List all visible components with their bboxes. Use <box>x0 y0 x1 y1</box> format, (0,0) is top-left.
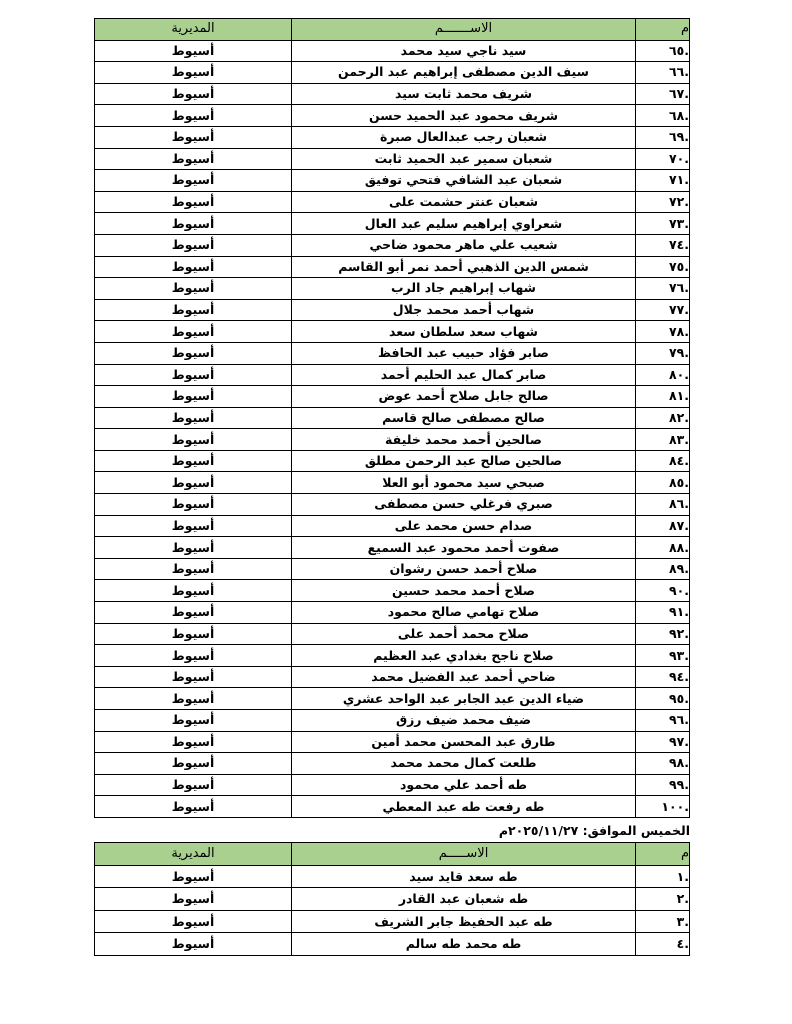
row-directorate: أسيوط <box>95 515 292 537</box>
table-row <box>95 865 690 888</box>
row-directorate: أسيوط <box>95 865 292 888</box>
table-row <box>95 774 690 796</box>
row-name: شهاب إبراهيم جاد الرب <box>292 278 636 300</box>
row-directorate: أسيوط <box>95 910 292 933</box>
row-directorate: أسيوط <box>95 688 292 710</box>
row-directorate: أسيوط <box>95 256 292 278</box>
row-directorate: أسيوط <box>95 710 292 732</box>
table-row <box>95 645 690 667</box>
table-row <box>95 710 690 732</box>
row-number: .٩٦ <box>636 710 690 732</box>
row-name: شريف محمد ثابت سيد <box>292 83 636 105</box>
row-name: صلاح محمد أحمد على <box>292 623 636 645</box>
row-number: .٦٥ <box>636 40 690 62</box>
row-directorate: أسيوط <box>95 234 292 256</box>
row-number: .٩٠ <box>636 580 690 602</box>
table-row <box>95 580 690 602</box>
table-row <box>95 666 690 688</box>
row-directorate: أسيوط <box>95 558 292 580</box>
row-directorate: أسيوط <box>95 62 292 84</box>
row-number: .٦٨ <box>636 105 690 127</box>
table-row <box>95 105 690 127</box>
row-directorate: أسيوط <box>95 580 292 602</box>
row-number: .٧٤ <box>636 234 690 256</box>
table-row <box>95 148 690 170</box>
row-directorate: أسيوط <box>95 105 292 127</box>
row-directorate: أسيوط <box>95 83 292 105</box>
row-directorate: أسيوط <box>95 645 292 667</box>
table-row <box>95 753 690 775</box>
row-directorate: أسيوط <box>95 40 292 62</box>
row-name: صلاح أحمد محمد حسين <box>292 580 636 602</box>
table-row <box>95 256 690 278</box>
row-directorate: أسيوط <box>95 666 292 688</box>
row-name: صلاح تهامي صالح محمود <box>292 602 636 624</box>
header-name: الاســـــم <box>292 843 636 866</box>
row-name: صالحين أحمد محمد خليفة <box>292 429 636 451</box>
row-directorate: أسيوط <box>95 494 292 516</box>
table-row <box>95 888 690 911</box>
row-name: سيد ناجي سيد محمد <box>292 40 636 62</box>
row-number: .٧٨ <box>636 321 690 343</box>
row-number: .٨٨ <box>636 537 690 559</box>
row-directorate: أسيوط <box>95 472 292 494</box>
row-number: .٩٥ <box>636 688 690 710</box>
table-row <box>95 321 690 343</box>
row-number: .٧٦ <box>636 278 690 300</box>
table-row <box>95 910 690 933</box>
row-directorate: أسيوط <box>95 731 292 753</box>
table-row <box>95 731 690 753</box>
row-name: طلعت كمال محمد محمد <box>292 753 636 775</box>
row-number: .٦٩ <box>636 126 690 148</box>
table-row <box>95 234 690 256</box>
row-directorate: أسيوط <box>95 537 292 559</box>
row-number: .٣ <box>636 910 690 933</box>
row-directorate: أسيوط <box>95 126 292 148</box>
row-number: .٨٧ <box>636 515 690 537</box>
row-directorate: أسيوط <box>95 796 292 818</box>
row-name: شمس الدين الذهبي أحمد نمر أبو القاسم <box>292 256 636 278</box>
row-directorate: أسيوط <box>95 191 292 213</box>
row-number: .٨١ <box>636 386 690 408</box>
row-name: طه عبد الحفيظ جابر الشريف <box>292 910 636 933</box>
row-name: صفوت أحمد محمود عبد السميع <box>292 537 636 559</box>
row-name: صبحي سيد محمود أبو العلا <box>292 472 636 494</box>
table-row <box>95 623 690 645</box>
row-name: طه محمد طه سالم <box>292 933 636 956</box>
row-name: سيف الدين مصطفى إبراهيم عبد الرحمن <box>292 62 636 84</box>
row-number: .٩٤ <box>636 666 690 688</box>
row-directorate: أسيوط <box>95 888 292 911</box>
row-number: .٨٢ <box>636 407 690 429</box>
row-directorate: أسيوط <box>95 407 292 429</box>
row-directorate: أسيوط <box>95 429 292 451</box>
row-directorate: أسيوط <box>95 342 292 364</box>
row-number: .٦٧ <box>636 83 690 105</box>
row-number: .٩٨ <box>636 753 690 775</box>
header-directorate: المديرية <box>95 843 292 866</box>
row-name: صالح مصطفى صالح قاسم <box>292 407 636 429</box>
table-row <box>95 386 690 408</box>
row-number: .٧٢ <box>636 191 690 213</box>
row-number: .٧٧ <box>636 299 690 321</box>
row-number: .٢ <box>636 888 690 911</box>
row-name: صلاح أحمد حسن رشوان <box>292 558 636 580</box>
row-name: صابر فؤاد حبيب عبد الحافظ <box>292 342 636 364</box>
names-table-2 <box>94 842 690 956</box>
table-row <box>95 472 690 494</box>
row-directorate: أسيوط <box>95 170 292 192</box>
row-number: .٩٢ <box>636 623 690 645</box>
row-directorate: أسيوط <box>95 602 292 624</box>
row-number: .٦٦ <box>636 62 690 84</box>
row-number: .٨٤ <box>636 450 690 472</box>
row-name: صالحين صالح عبد الرحمن مطلق <box>292 450 636 472</box>
row-name: شعبان عنتر حشمت على <box>292 191 636 213</box>
row-number: .٧٠ <box>636 148 690 170</box>
row-number: .٨٩ <box>636 558 690 580</box>
row-directorate: أسيوط <box>95 386 292 408</box>
row-directorate: أسيوط <box>95 148 292 170</box>
row-name: ضاحي أحمد عبد الفضيل محمد <box>292 666 636 688</box>
row-number: .١ <box>636 865 690 888</box>
row-number: .٨٣ <box>636 429 690 451</box>
table-row <box>95 558 690 580</box>
row-name: طه شعبان عبد القادر <box>292 888 636 911</box>
row-number: .٤ <box>636 933 690 956</box>
row-number: .٧٣ <box>636 213 690 235</box>
row-name: صابر كمال عبد الحليم أحمد <box>292 364 636 386</box>
row-number: .٨٥ <box>636 472 690 494</box>
table-row <box>95 429 690 451</box>
row-name: طه أحمد علي محمود <box>292 774 636 796</box>
row-name: شعبان عبد الشافي فتحي توفيق <box>292 170 636 192</box>
table-row <box>95 40 690 62</box>
row-directorate: أسيوط <box>95 933 292 956</box>
row-name: ضياء الدين عبد الجابر عبد الواحد عشري <box>292 688 636 710</box>
row-number: .٨٦ <box>636 494 690 516</box>
table-header-row <box>95 843 690 866</box>
row-name: شهاب سعد سلطان سعد <box>292 321 636 343</box>
table-header-row <box>95 19 690 41</box>
row-name: ضيف محمد ضيف رزق <box>292 710 636 732</box>
row-directorate: أسيوط <box>95 299 292 321</box>
row-number: .٧٥ <box>636 256 690 278</box>
table-row <box>95 126 690 148</box>
row-number: .٨٠ <box>636 364 690 386</box>
header-name: الاســـــــم <box>292 19 636 41</box>
row-name: شريف محمود عبد الحميد حسن <box>292 105 636 127</box>
row-number: .٩٩ <box>636 774 690 796</box>
table-row <box>95 213 690 235</box>
table-row <box>95 278 690 300</box>
table-row <box>95 191 690 213</box>
table-row <box>95 933 690 956</box>
table-row <box>95 407 690 429</box>
table-row <box>95 342 690 364</box>
row-name: شعيب علي ماهر محمود ضاحي <box>292 234 636 256</box>
row-name: صالح جابل صلاح أحمد عوض <box>292 386 636 408</box>
row-directorate: أسيوط <box>95 278 292 300</box>
row-directorate: أسيوط <box>95 213 292 235</box>
row-directorate: أسيوط <box>95 753 292 775</box>
header-directorate: المديرية <box>95 19 292 41</box>
row-number: .٩٧ <box>636 731 690 753</box>
table-row <box>95 450 690 472</box>
table-row <box>95 364 690 386</box>
header-num: م <box>636 19 690 41</box>
names-table-1 <box>94 18 690 818</box>
table-row <box>95 62 690 84</box>
header-num: م <box>636 843 690 866</box>
row-name: صبري فرغلي حسن مصطفى <box>292 494 636 516</box>
row-number: .٩٣ <box>636 645 690 667</box>
row-name: طه رفعت طه عبد المعطي <box>292 796 636 818</box>
row-name: شهاب أحمد محمد جلال <box>292 299 636 321</box>
date-line: الخميس الموافق: ٢٠٢٥/١١/٢٧م <box>498 823 690 838</box>
row-name: شعبان سمير عبد الحميد ثابت <box>292 148 636 170</box>
row-name: شعراوي إبراهيم سليم عبد العال <box>292 213 636 235</box>
table-row <box>95 796 690 818</box>
row-name: صلاح ناجح بغدادي عبد العظيم <box>292 645 636 667</box>
row-name: شعبان رجب عبدالعال صبرة <box>292 126 636 148</box>
table-row <box>95 299 690 321</box>
row-directorate: أسيوط <box>95 623 292 645</box>
row-number: .١٠٠ <box>636 796 690 818</box>
table-row <box>95 515 690 537</box>
row-directorate: أسيوط <box>95 450 292 472</box>
row-directorate: أسيوط <box>95 774 292 796</box>
row-name: طارق عبد المحسن محمد أمين <box>292 731 636 753</box>
table-row <box>95 494 690 516</box>
table-row <box>95 688 690 710</box>
table-body <box>95 40 690 817</box>
table-body <box>95 865 690 955</box>
row-number: .٩١ <box>636 602 690 624</box>
row-number: .٧١ <box>636 170 690 192</box>
table-row <box>95 83 690 105</box>
row-directorate: أسيوط <box>95 321 292 343</box>
table-row <box>95 602 690 624</box>
row-name: صدام حسن محمد على <box>292 515 636 537</box>
row-directorate: أسيوط <box>95 364 292 386</box>
row-name: طه سعد قايد سيد <box>292 865 636 888</box>
table-row <box>95 170 690 192</box>
table-row <box>95 537 690 559</box>
row-number: .٧٩ <box>636 342 690 364</box>
